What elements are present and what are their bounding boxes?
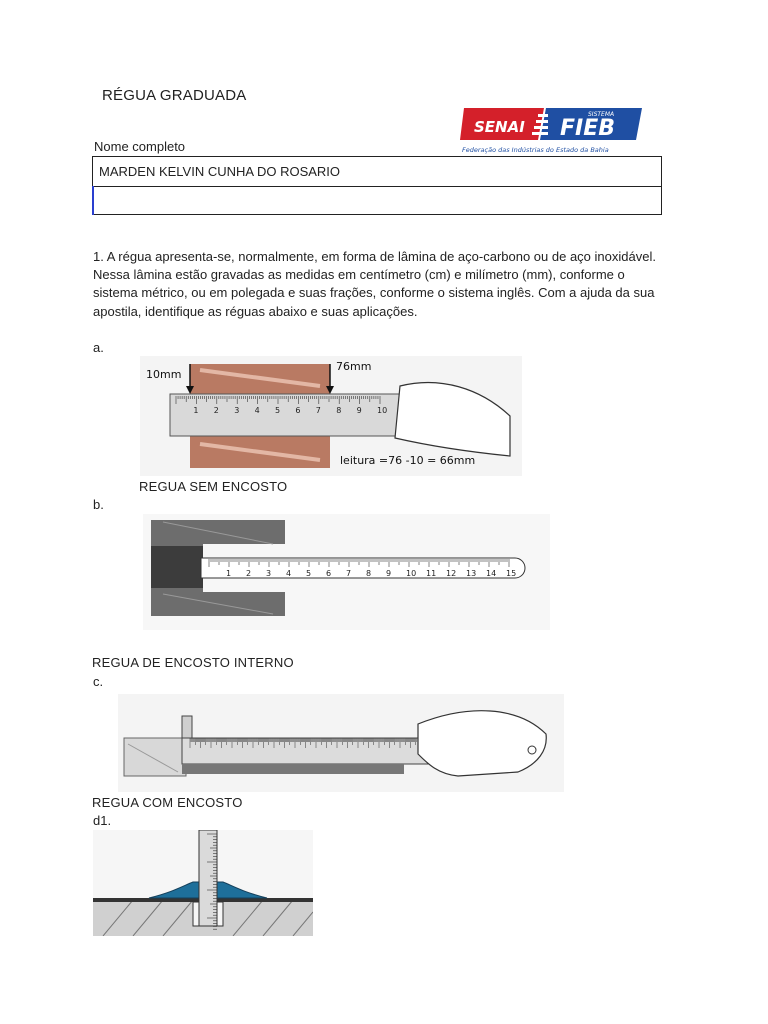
item-a-caption: REGUA SEM ENCOSTO	[139, 479, 288, 494]
item-b-letter: b.	[93, 497, 104, 512]
ruler-a-tick-label: 3	[234, 406, 240, 415]
item-a-letter: a.	[93, 340, 104, 355]
page-title: RÉGUA GRADUADA	[102, 87, 247, 104]
ruler-a-tick-label: 6	[295, 406, 301, 415]
logo-subtitle: Federação das Indústrias do Estado da Bahia	[462, 146, 609, 154]
ruler-b-tick-label: 7	[346, 569, 352, 578]
ruler-b-tick-label: 15	[506, 569, 517, 578]
ruler-a-tick-label: 5	[275, 406, 281, 415]
senai-fieb-logo	[460, 106, 642, 156]
item-c-caption: REGUA COM ENCOSTO	[92, 795, 243, 810]
ruler-b-tick-label: 11	[426, 569, 437, 578]
logo-fieb-text: FIEB	[560, 116, 616, 141]
label-76mm: 76mm	[336, 360, 372, 373]
text-cursor	[92, 186, 94, 215]
ruler-b-tick-label: 8	[366, 569, 372, 578]
item-c-letter: c.	[93, 674, 104, 689]
ruler-with-stop-image	[118, 694, 564, 792]
ruler-a-tick-label: 7	[315, 406, 321, 415]
ruler-a-tick-label: 2	[213, 406, 219, 415]
question-text: 1. A régua apresenta-se, normalmente, em forma de lâmina de aço-carbono ou de aço inoxidável. Nessa lâmina estão gravadas as medidas em centímetro (cm) e milímetro (mm), conforme o sistema métrico, ou em polegada e suas frações, conforme o sistema inglês. Com a ajuda da sua apostila, identifique as réguas abaixo e suas aplicações.	[93, 249, 656, 319]
name-value: MARDEN KELVIN CUNHA DO ROSARIO	[99, 164, 341, 179]
ruler-b-tick-label: 2	[246, 569, 252, 578]
item-d1-letter: d1.	[93, 813, 112, 828]
ruler-a-tick-label: 8	[336, 406, 342, 415]
ruler-b-tick-label: 12	[446, 569, 457, 578]
logo-senai-text: SENAI	[474, 118, 525, 136]
ruler-b-tick-label: 3	[266, 569, 272, 578]
ruler-b-tick-label: 4	[286, 569, 292, 578]
ruler-b-tick-label: 13	[466, 569, 477, 578]
name-label: Nome completo	[94, 139, 186, 154]
name-table	[92, 156, 662, 215]
ruler-b-tick-label: 10	[406, 569, 417, 578]
ruler-a-tick-label: 10	[377, 406, 388, 415]
ruler-b-tick-label: 6	[326, 569, 332, 578]
ruler-without-stop-image	[140, 356, 522, 476]
label-10mm: 10mm	[146, 368, 182, 381]
ruler-b-tick-label: 14	[486, 569, 497, 578]
ruler-internal-stop-image	[143, 514, 550, 630]
logo-sistema-text: SISTEMA	[588, 111, 615, 118]
item-b-caption: REGUA DE ENCOSTO INTERNO	[92, 655, 294, 670]
depth-ruler-image	[93, 830, 313, 936]
ruler-b-tick-label: 5	[306, 569, 312, 578]
ruler-a-tick-label: 4	[254, 406, 260, 415]
ruler-b-tick-label: 9	[386, 569, 392, 578]
name-field[interactable]	[93, 157, 661, 187]
reading-text: leitura =76 -10 = 66mm	[340, 454, 476, 467]
ruler-b-tick-label: 1	[226, 569, 232, 578]
ruler-a-tick-label: 1	[193, 406, 199, 415]
ruler-a-tick-label: 9	[356, 406, 362, 415]
